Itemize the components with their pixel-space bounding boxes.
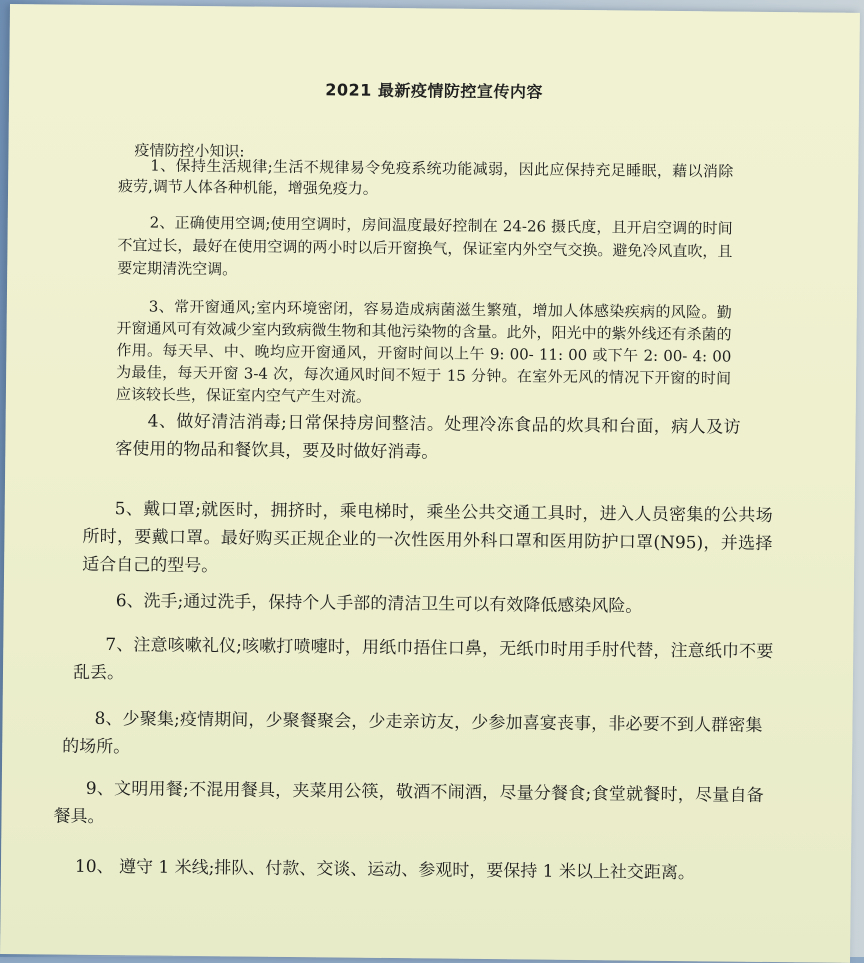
tip-paragraph-4: 4、做好清洁消毒;日常保持房间整洁。处理冷冻食品的炊具和台面，病人及访客使用的物品和餐饮具，要及时做好消毒。	[115, 411, 741, 463]
tip-paragraph-5: 5、戴口罩;就医时，拥挤时，乘电梯时，乘坐公共交通工具时，进入人员密集的公共场所时，要戴口罩。最好购买正规企业的一次性医用外科口罩和医用防护口罩(N95)，并选择适合自己的型号。	[82, 499, 773, 577]
tip-paragraph-3: 3、常开窗通风;室内环境密闭，容易造成病菌滋生繁殖，增加人体感染疾病的风险。勤开窗通风可有效减少室内致病微生物和其他污染物的含量。此外，阳光中的紫外线还有杀菌的作用。每天早、中、晚均应开窗通风，开窗时间以上午 9: 00- 11: 00 或下午 2: 00- 4: 00 为最佳，每天开窗 3-4 次，每次通风时间不短于 15 分钟。在室外无风的情况下开窗的时间应该较长些，保证室内空气产生对流。	[115, 297, 732, 406]
tip-paragraph-10: 10、 遵守 1 米线;排队、付款、交谈、运动、参观时，要保持 1 米以上社交距离。	[74, 856, 696, 884]
document-title: 2021 最新疫情防控宣传内容	[325, 80, 544, 102]
intro-heading: 疫情防控小知识:	[134, 141, 245, 161]
tip-paragraph-6: 6、洗手;通过洗手，保持个人手部的清洁卫生可以有效降低感染风险。	[115, 591, 643, 617]
tip-paragraph-7: 7、注意咳嗽礼仪;咳嗽打喷嚏时，用纸巾捂住口鼻，无纸巾时用手肘代替，注意纸巾不要乱丢。	[72, 635, 774, 684]
tip-paragraph-8: 8、少聚集;疫情期间，少聚餐聚会，少走亲访友，少参加喜宴丧事，非必要不到人群密集的场所。	[62, 708, 763, 758]
tip-paragraph-2: 2、正确使用空调;使用空调时，房间温度最好控制在 24-26 摄氏度，且开启空调的时间不宜过长，最好在使用空调的两小时以后开窗换气，保证室内外空气交换。避免冷风直吹，且要定期清洗空调。	[117, 213, 733, 279]
tip-paragraph-9: 9、文明用餐;不混用餐具，夹菜用公筷，敬酒不闹酒，尽量分餐食;食堂就餐时，尽量自备餐具。	[53, 778, 764, 828]
tip-paragraph-1: 1、保持生活规律;生活不规律易令免疫系统功能减弱，因此应保持充足睡眠，藉以消除疲劳,调节人体各种机能，增强免疫力。	[118, 156, 734, 198]
paper-sheet	[0, 4, 860, 963]
